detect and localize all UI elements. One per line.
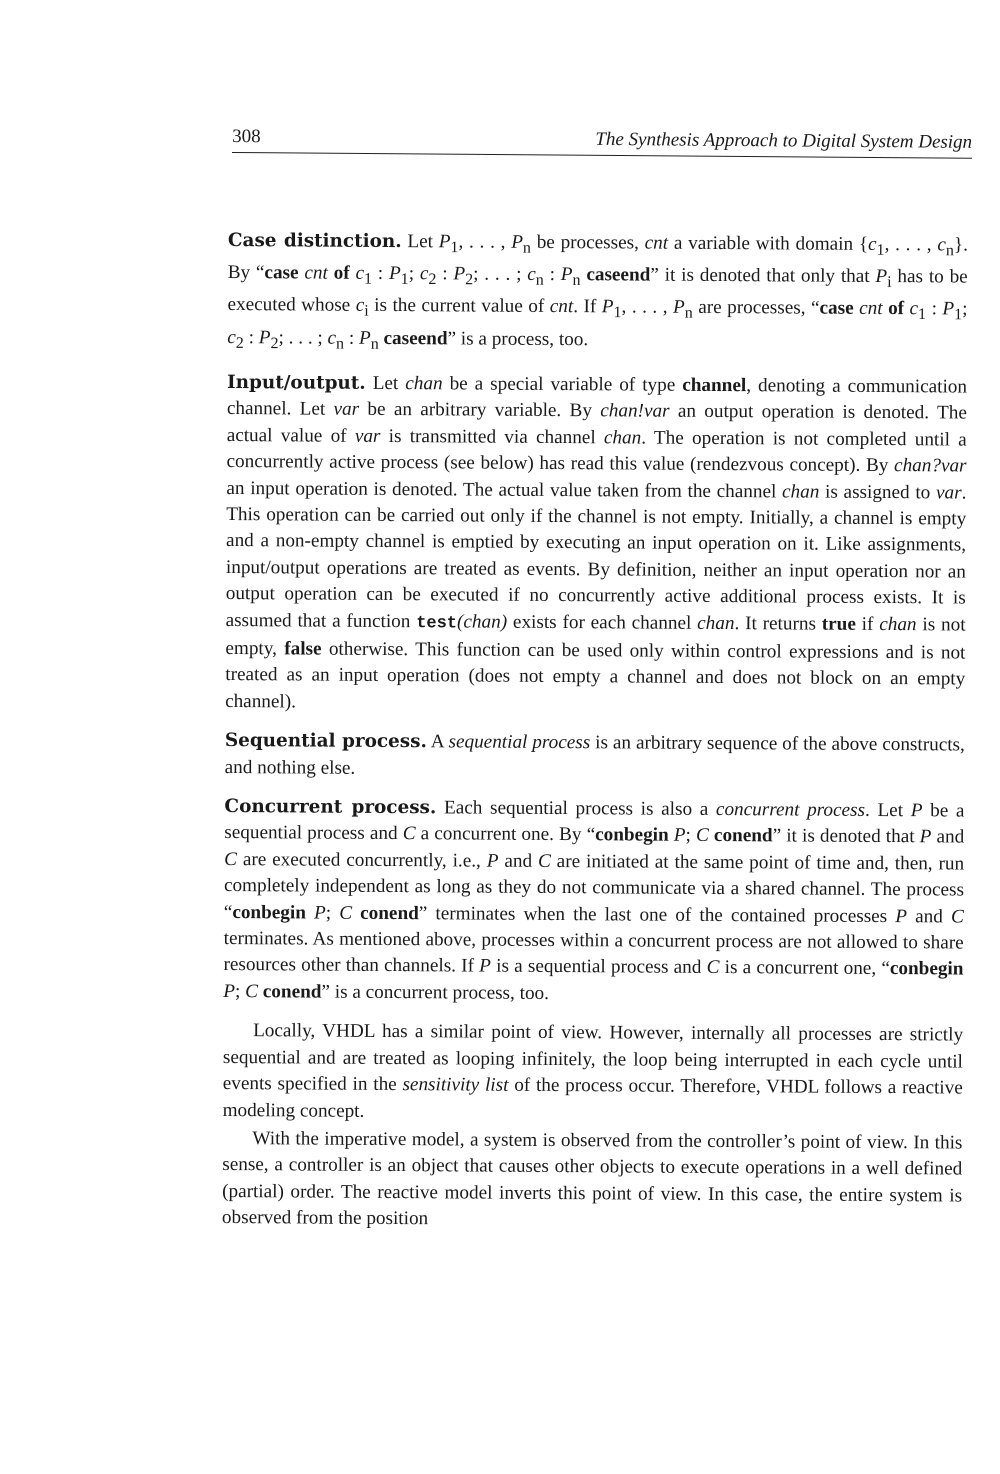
math-sub: n bbox=[945, 242, 954, 260]
running-title: The Synthesis Approach to Digital System Design bbox=[595, 128, 973, 153]
italic-term: C bbox=[537, 850, 551, 872]
math-sub: n bbox=[370, 335, 379, 353]
text: . Let bbox=[864, 799, 911, 822]
text: if bbox=[855, 613, 880, 635]
math-var: P bbox=[560, 264, 573, 286]
math-sub: 2 bbox=[235, 334, 244, 352]
italic-term: P bbox=[919, 826, 932, 848]
keyword: true bbox=[821, 613, 856, 635]
italic-term: chan bbox=[603, 427, 642, 449]
math-sub: n bbox=[572, 272, 581, 290]
math-sub: 2 bbox=[428, 271, 437, 289]
text: : bbox=[543, 264, 561, 286]
text: are initiated at the same point of time and, then, run completely independent as long as they do not communicate via a shared channel. The process “ bbox=[223, 850, 965, 923]
italic-term: P bbox=[910, 800, 923, 822]
math-sub: i bbox=[364, 303, 369, 321]
keyword: caseend bbox=[383, 327, 448, 350]
keyword: conend bbox=[360, 902, 419, 924]
italic-term: cnt bbox=[304, 262, 328, 284]
text: Each sequential process is also a bbox=[436, 797, 717, 821]
italic-term: P bbox=[895, 905, 908, 927]
paragraph-case-distinction bbox=[227, 228, 968, 361]
text: of the process occur. Therefore, VHDL follows a reactive modeling concept. bbox=[222, 1074, 963, 1122]
text: be a special variable of type bbox=[442, 373, 683, 396]
italic-term: chan bbox=[879, 613, 917, 635]
text: is assigned to bbox=[819, 481, 937, 503]
math-var: c bbox=[909, 298, 919, 320]
text: . If bbox=[573, 296, 602, 318]
math-sub: 2 bbox=[270, 334, 279, 352]
italic-term: cnt bbox=[644, 232, 669, 254]
italic-term: C bbox=[950, 906, 964, 928]
page-header bbox=[232, 112, 972, 159]
math-sub: 1 bbox=[918, 306, 927, 324]
text: otherwise. This function can be used only within control expressions and is not treated as an input operation (does not empty a channel and does not block on an empty channel). bbox=[225, 638, 966, 713]
paragraph-concurrent-process bbox=[223, 794, 964, 1010]
math-var: P bbox=[672, 297, 685, 319]
keyword: conbegin bbox=[232, 901, 306, 924]
text: ; bbox=[408, 263, 420, 285]
italic-term: P bbox=[673, 825, 686, 847]
italic-term: C bbox=[224, 848, 238, 870]
italic-term: var bbox=[333, 398, 360, 421]
math-var: P bbox=[388, 263, 401, 285]
math-var: P bbox=[875, 266, 888, 288]
keyword: conend bbox=[262, 981, 322, 1003]
paragraph-heading: Input/output. bbox=[226, 371, 366, 394]
text: terminates. As mentioned above, processes within a concurrent process are not allowed to share resources other than channels. If bbox=[223, 928, 964, 978]
text: and bbox=[931, 826, 965, 848]
math-sub: 1 bbox=[363, 270, 373, 288]
math-var: P bbox=[511, 231, 524, 253]
keyword: conbegin bbox=[595, 824, 669, 847]
math-var: P bbox=[601, 296, 614, 318]
text: be a sequential process and bbox=[224, 800, 965, 845]
math-var: c bbox=[868, 233, 877, 255]
italic-term: chan bbox=[697, 612, 735, 634]
text: be processes, bbox=[530, 231, 645, 254]
italic-term: C bbox=[339, 902, 353, 924]
italic-term: cnt bbox=[859, 298, 883, 320]
math-sub: i bbox=[887, 274, 892, 292]
math-var: P bbox=[438, 231, 451, 253]
math-sub: 1 bbox=[876, 241, 885, 259]
paragraph-sequential-process bbox=[225, 728, 965, 785]
text: ; . . . ; bbox=[473, 263, 528, 286]
italic-term: C bbox=[695, 825, 709, 847]
italic-term: cnt bbox=[549, 296, 574, 318]
text: Locally, VHDL has a similar point of view. However, internally all processes are strictly sequential and are treated as looping infinitely, the loop being interrupted in each cycle until events specified in the bbox=[222, 1020, 964, 1096]
math-var: c bbox=[937, 234, 946, 256]
page-number: 308 bbox=[232, 126, 261, 148]
italic-term: sequential process bbox=[448, 731, 591, 754]
keyword: case bbox=[264, 262, 299, 284]
math-sub: n bbox=[336, 335, 345, 353]
italic-term: C bbox=[402, 823, 416, 845]
text: ; . . . ; bbox=[278, 327, 328, 349]
keyword: conend bbox=[713, 825, 773, 847]
text: , denoting a communication channel. Let bbox=[226, 375, 968, 420]
text: , . . . , bbox=[884, 234, 938, 256]
paragraph-heading: Sequential process. bbox=[224, 730, 427, 753]
italic-term: P bbox=[223, 980, 236, 1002]
text: a variable with domain { bbox=[668, 232, 869, 255]
italic-term: P bbox=[486, 850, 499, 872]
text: With the imperative model, a system is observed from the controller’s point of view. In this sense, a controller is an object that causes other objects to execute operations in a well defined (partial) order. The reactive model inverts this point of view. In this case, the entire system is observed from the position bbox=[221, 1128, 963, 1230]
text: be an arbitrary variable. By bbox=[359, 399, 601, 422]
text: and bbox=[498, 850, 539, 872]
math-var: c bbox=[227, 326, 236, 348]
keyword: of bbox=[888, 298, 905, 320]
italic-term: P bbox=[479, 956, 492, 978]
text: is not empty, bbox=[225, 613, 966, 660]
text: ” terminates when the last one of the contained processes bbox=[418, 902, 896, 927]
text: are processes, “ bbox=[692, 297, 820, 320]
math-sub: n bbox=[535, 271, 544, 289]
math-var: c bbox=[327, 327, 337, 349]
paragraph-vhdl bbox=[223, 1018, 964, 1128]
text: is an arbitrary sequence of the above constructs, and nothing else. bbox=[224, 732, 965, 779]
text: ; bbox=[962, 298, 968, 320]
text: : bbox=[926, 298, 943, 320]
text: are executed concurrently, i.e., bbox=[236, 848, 487, 872]
math-sub: n bbox=[684, 305, 693, 323]
text: Let bbox=[365, 372, 406, 395]
text: , . . . , bbox=[621, 296, 674, 319]
italic-term: C bbox=[245, 980, 259, 1003]
text: a concurrent one. By “ bbox=[415, 823, 596, 846]
text: . The operation is not completed until a concurrently active process (see below) has read this value (rendezvous concept). By bbox=[226, 427, 967, 477]
text: : bbox=[344, 327, 360, 349]
math-sub: n bbox=[522, 239, 531, 257]
italic-term: var bbox=[935, 481, 962, 504]
text: and bbox=[906, 905, 952, 928]
text: : bbox=[371, 263, 390, 285]
italic-term: chan!var bbox=[600, 400, 670, 423]
text: ” is a process, too. bbox=[447, 328, 589, 350]
text: ” is a concurrent process, too. bbox=[321, 981, 550, 1004]
math-var: P bbox=[258, 326, 271, 348]
text: Let bbox=[401, 231, 439, 253]
keyword: of bbox=[333, 262, 350, 284]
italic-term: chan?var bbox=[894, 455, 967, 477]
math-var: c bbox=[419, 263, 429, 285]
text: is a concurrent one, “ bbox=[719, 957, 890, 980]
text: is a sequential process and bbox=[490, 956, 707, 979]
italic-term: concurrent process bbox=[715, 799, 866, 821]
keyword: case bbox=[819, 298, 854, 320]
keyword: test bbox=[416, 613, 458, 634]
italic-term: P bbox=[313, 902, 326, 924]
math-var: P bbox=[453, 263, 466, 285]
math-var: c bbox=[527, 264, 536, 286]
keyword: channel bbox=[682, 374, 747, 397]
text: . It returns bbox=[734, 612, 822, 635]
text: is transmitted via channel bbox=[380, 425, 605, 449]
keyword: false bbox=[284, 638, 322, 660]
math-sub: 2 bbox=[465, 271, 474, 289]
text: ” it is denoted that only that bbox=[650, 264, 876, 288]
text: an output operation is denoted. The actual value of bbox=[226, 401, 967, 447]
text: }. By “ bbox=[227, 234, 968, 284]
text: ; bbox=[685, 825, 697, 847]
math-var: c bbox=[355, 263, 365, 285]
text: A bbox=[426, 731, 449, 753]
body-text bbox=[222, 228, 968, 1238]
math-var: c bbox=[355, 295, 365, 317]
italic-term: (chan) bbox=[456, 611, 508, 633]
paragraph-imperative-model bbox=[222, 1126, 963, 1236]
text: is the current value of bbox=[368, 295, 550, 318]
math-sub: 1 bbox=[450, 239, 459, 257]
math-sub: 1 bbox=[613, 304, 622, 322]
paragraph-input-output bbox=[225, 370, 967, 720]
text: , . . . , bbox=[458, 231, 512, 253]
text: ; bbox=[325, 902, 340, 924]
text: an input operation is denoted. The actual value taken from the channel bbox=[226, 477, 783, 502]
text: exists for each channel bbox=[507, 611, 698, 634]
italic-term: chan bbox=[405, 373, 443, 395]
math-var: P bbox=[358, 327, 371, 349]
italic-term: chan bbox=[781, 480, 820, 503]
italic-term: sensitivity list bbox=[402, 1074, 509, 1096]
math-sub: 1 bbox=[954, 306, 963, 324]
paragraph-heading: Concurrent process. bbox=[224, 796, 437, 819]
italic-term: var bbox=[354, 425, 381, 447]
text: ” it is denoted that bbox=[772, 825, 920, 848]
paragraph-heading: Case distinction. bbox=[227, 229, 402, 253]
text: . This operation can be carried out only if the channel is not empty. Initially, a channel is empty and a non-empty channel is emptied by executing an input operation on it. Like assignments, input/output operations are treated as events. By definition, neither an input operation nor an output operation can be executed if no concurrently active additional process exists. It is assumed that a function bbox=[225, 482, 967, 632]
text: : bbox=[436, 263, 454, 285]
text: has to be executed whose bbox=[227, 266, 968, 317]
keyword: caseend bbox=[586, 264, 651, 286]
text: ; bbox=[235, 980, 246, 1002]
text: : bbox=[243, 326, 259, 348]
math-var: P bbox=[942, 298, 955, 320]
math-sub: 1 bbox=[400, 271, 409, 289]
italic-term: C bbox=[706, 957, 720, 979]
keyword: conbegin bbox=[889, 958, 964, 980]
